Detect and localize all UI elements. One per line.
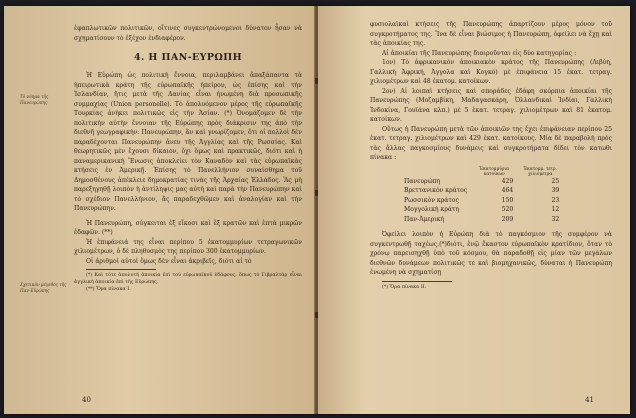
footnote: (*) Καὶ τότε ἀπολυτὴ ἀποικία ἐπὶ τοῦ εὐρωπαϊκοῦ ἐδάφους, ὅπως τὸ Γιβραλτὰρ εἶναι ἀγγλικὴ ἀποικία ἐπὶ τῆς Εὐρώπης. — [74, 273, 302, 285]
row-area: 25 — [551, 177, 560, 185]
table-row — [400, 205, 563, 215]
paragraph-definition: Ἡ Εὐρώπη ὡς πολιτικὴ ἔννοια, περιλαμβάνει ἅπαξάπαντα τὰ ἡπειρωτικὰ κράτη τῆς εὐρωπαϊκῆς ἠπείρου, ὡς ἐπίσης καὶ τὴν Ἰσλανδίαν, ἥτις μετὰ τῆς Δανίας εἶναι ἡνωμένη διὰ προσωπικῆς συμμαχίας (Union personelle). Τὸ ἀπολυόμενον μέρος τῆς εὐρωπαϊκῆς Τουρκίας ἀνήκει πολιτικῶς εἰς τὴν Ἀσίαν. (*) Ὀνομάζομεν δὲ τὴν πολιτικὴν αὐτὴν ἔννοιαν τῆς Εὐρώπης πρὸς διάκρισιν της ἀπὸ τὴν διεθνῆ γεωγραφικὴν: Πανευρώπην, ἂν καὶ γνωρίζομεν, ὅτι οἱ πολλοὶ δὲν παραδέχονται Πανευρώπην ἄνευ τῆς Ἀγγλίας καὶ τῆς Ρωσσίας. Καὶ θεωρητικῶς μὲν ἔχουσι δίκαιον, ὄχι ὅμως καὶ πρακτικῶς, διότι καὶ ἡ παναμερικανικὴ Ἕνωσις ἀποκλείει τὸν Καναδὸν καὶ τὰς εὐρωπαϊκὰς κτήσεις ἐν Ἀμερικῇ. Ἐπίσης τὸ Πανελλήνιον συναίσθημα τοῦ Δημοσθένους ἀπέκλειε δημοκρατίας τινὰς τῆς Ἀρχαίας Ἑλλάδος. Ἂς μὴ παρεξηγηθῇ λοιπὸν ἡ ἀντίληψις μας αὐτὴ καὶ παρὰ τὴν Πανευρώπην καὶ τὸ σχέδιον Πανελλήνιον, ἂς παραδεχθῶμεν καὶ ἀναλογίαν καὶ τὴν Πανευρώπην. — [74, 72, 302, 212]
paragraph-states: Ἡ Πανευρώπη, σύγκειται ἐξ εἴκοσι καὶ ἓξ κρατῶν καὶ ἑπτὰ μικρῶν ἐδαφῶν. (**) — [74, 219, 302, 236]
section-heading: 4. Η ΠΑΝ-ΕΥΡΩΠΗ — [133, 52, 243, 63]
paragraph-numbers: Οἱ ἀριθμοὶ αὐτοὶ ὅμως δὲν εἶναι ἀκριβεῖς, διότι αἱ τὸ — [86, 257, 252, 265]
row-name: Παν-Ἀμερική — [404, 215, 445, 223]
table-header-population: Ἑκατομμύρια κατοίκων — [479, 166, 509, 177]
row-area: 39 — [551, 187, 560, 194]
row-name: Βρεττανικὸν κράτος — [404, 187, 468, 194]
footnote: (**) Ὅρα πίνακα I. — [86, 287, 131, 292]
row-name: Πανευρώπη — [404, 177, 441, 185]
table-header-empty — [400, 167, 471, 177]
row-area: 23 — [551, 196, 560, 204]
right-page — [318, 6, 630, 414]
row-name: Ρωσσικὸν κράτος — [404, 196, 459, 204]
table-row — [400, 177, 563, 187]
paragraph-colonies: φυσιολαϊκαὶ κτήσεις τῆς Πανευρώπης ἀπαρτίζουν μέρος μόνον τοῦ συγκροτήματος της. Ἵνα δὲ εἶναι βιώσιμος ἡ Πανευρώπη, ὀφείλει νὰ ἔχῃ καὶ τὰς ἀποικίας της. — [370, 21, 612, 47]
row-population: 520 — [501, 206, 514, 213]
table-row — [400, 196, 563, 206]
row-area: 12 — [551, 206, 560, 213]
row-population: 209 — [501, 215, 514, 223]
table-header-row — [400, 167, 563, 177]
paragraph-area: Ἡ ἐπιφάνειά της εἶναι περίπου 5 ἑκατομμυρίων τετραγωνικῶν χιλιομέτρων, ὁ δὲ πληθυσμὸς της περίπου 300 ἑκατομμυρίων. — [74, 238, 302, 255]
open-book — [4, 6, 630, 414]
intro-text: ἐφαπλωτικῶν πολιτικῶν, οἵτινες συγκεντρώνομενοι δύνατον ἦσαν νὰ σχηματίσουν τὸ ἐξέχον ἐνδιαφέρον. — [74, 25, 302, 42]
margin-note-meaning: Τὸ νόημα τῆς Πανευρώπης — [20, 94, 49, 105]
row-area: 32 — [551, 215, 560, 223]
left-page — [4, 6, 316, 414]
row-population: 150 — [501, 196, 514, 204]
table-row — [400, 215, 563, 225]
footnote-rule — [382, 281, 452, 282]
comparison-table — [400, 167, 563, 225]
page-number: 40 — [82, 396, 91, 404]
row-population: 464 — [501, 187, 514, 194]
table-row — [400, 186, 563, 196]
footnote-rule — [86, 269, 156, 270]
margin-note-size: Σχετικὸν μέγεθος τῆς Παν-Εὐρώπης — [20, 282, 67, 293]
row-population: 429 — [501, 177, 514, 185]
paragraph-conclusion: Ὀφείλει λοιπὸν ἡ Εὐρώπη διὰ τὸ παγκόσμιον τῆς συμφέρον νὰ συγκεντρωθῇ ταχέως.(*)διότι, ἐνῷ ἕκαστον εὐρωπαϊκὸν κρατίδιον, ὅταν τὸ χρόνῳ παρεισηχθῇ ὑπὸ τοῦ κόσμου, θὰ παραδοθῇ εἰς μίαν τῶν μεγάλων διεθνῶν δυνάμεων πολιτικῶς τε καὶ βιομηχανικῶς, δύναται ἡ Πανευρώπη ἑνωμένη νὰ σχηματίσῃ — [370, 231, 612, 276]
paragraph-comparison: Οὕτως ἡ Πανευρώπη μετὰ τῶν ἀποικιῶν της ἔχει ἐπιφάνειαν περίπου 25 ἑκατ. τετραγ. χιλιομέτρων καὶ 429 ἑκατ. κατοίκους. Μία δὲ παραβολὴ πρὸς τὰς ἄλλας παγκοσμίους δυνάμεις καὶ συγκροτήματα δίδει τὸν κατωθι πίνακα : — [370, 125, 612, 161]
page-number: 41 — [585, 396, 594, 404]
paragraph-category-2: 2ον) Αἱ λοιπαὶ κτήσεις καὶ σποράδες ἐδάφη σκόρπια ἀποικίαι τῆς Πανευρώπης (Μοζαμβίκη, Μαδαγασκάρη, Ὁλλανδικαὶ Ἰνδίαι, Γαλλικὴ Ἰνδοκίνα, Γουϊάνα κλπ.) μὲ 5 ἑκατ. τετραγ. χιλιομέτρων καὶ 81 ἑκατομ. κατοίκων. — [370, 87, 612, 123]
table-header-area: Ἑκατομμ. τετρ. χιλιόμετρα — [523, 166, 557, 177]
paragraph-categories: Αἱ ἀποικίαι τῆς Πανευρώπης διαιροῦνται εἰς δύο κατηγορίας : — [382, 49, 577, 57]
paragraph-category-1: 1ον) Τὸ ἀφρικανικὸν ἀποικιακὸν κράτος τῆς Πανευρώπης (Λιβύη, Γαλλικὴ Ἀφρική, Ἀγγολα καὶ Κογκό) μὲ ἐπιφάνεια 15 ἑκατ. τετραγ. χιλιομέτρων καὶ 48 ἑκατομ. κατοίκων. — [370, 59, 612, 85]
footnote: (*) Ὅρα πίνακα II. — [382, 284, 427, 290]
row-name: Μογγολικὴ κράτη — [404, 206, 460, 213]
